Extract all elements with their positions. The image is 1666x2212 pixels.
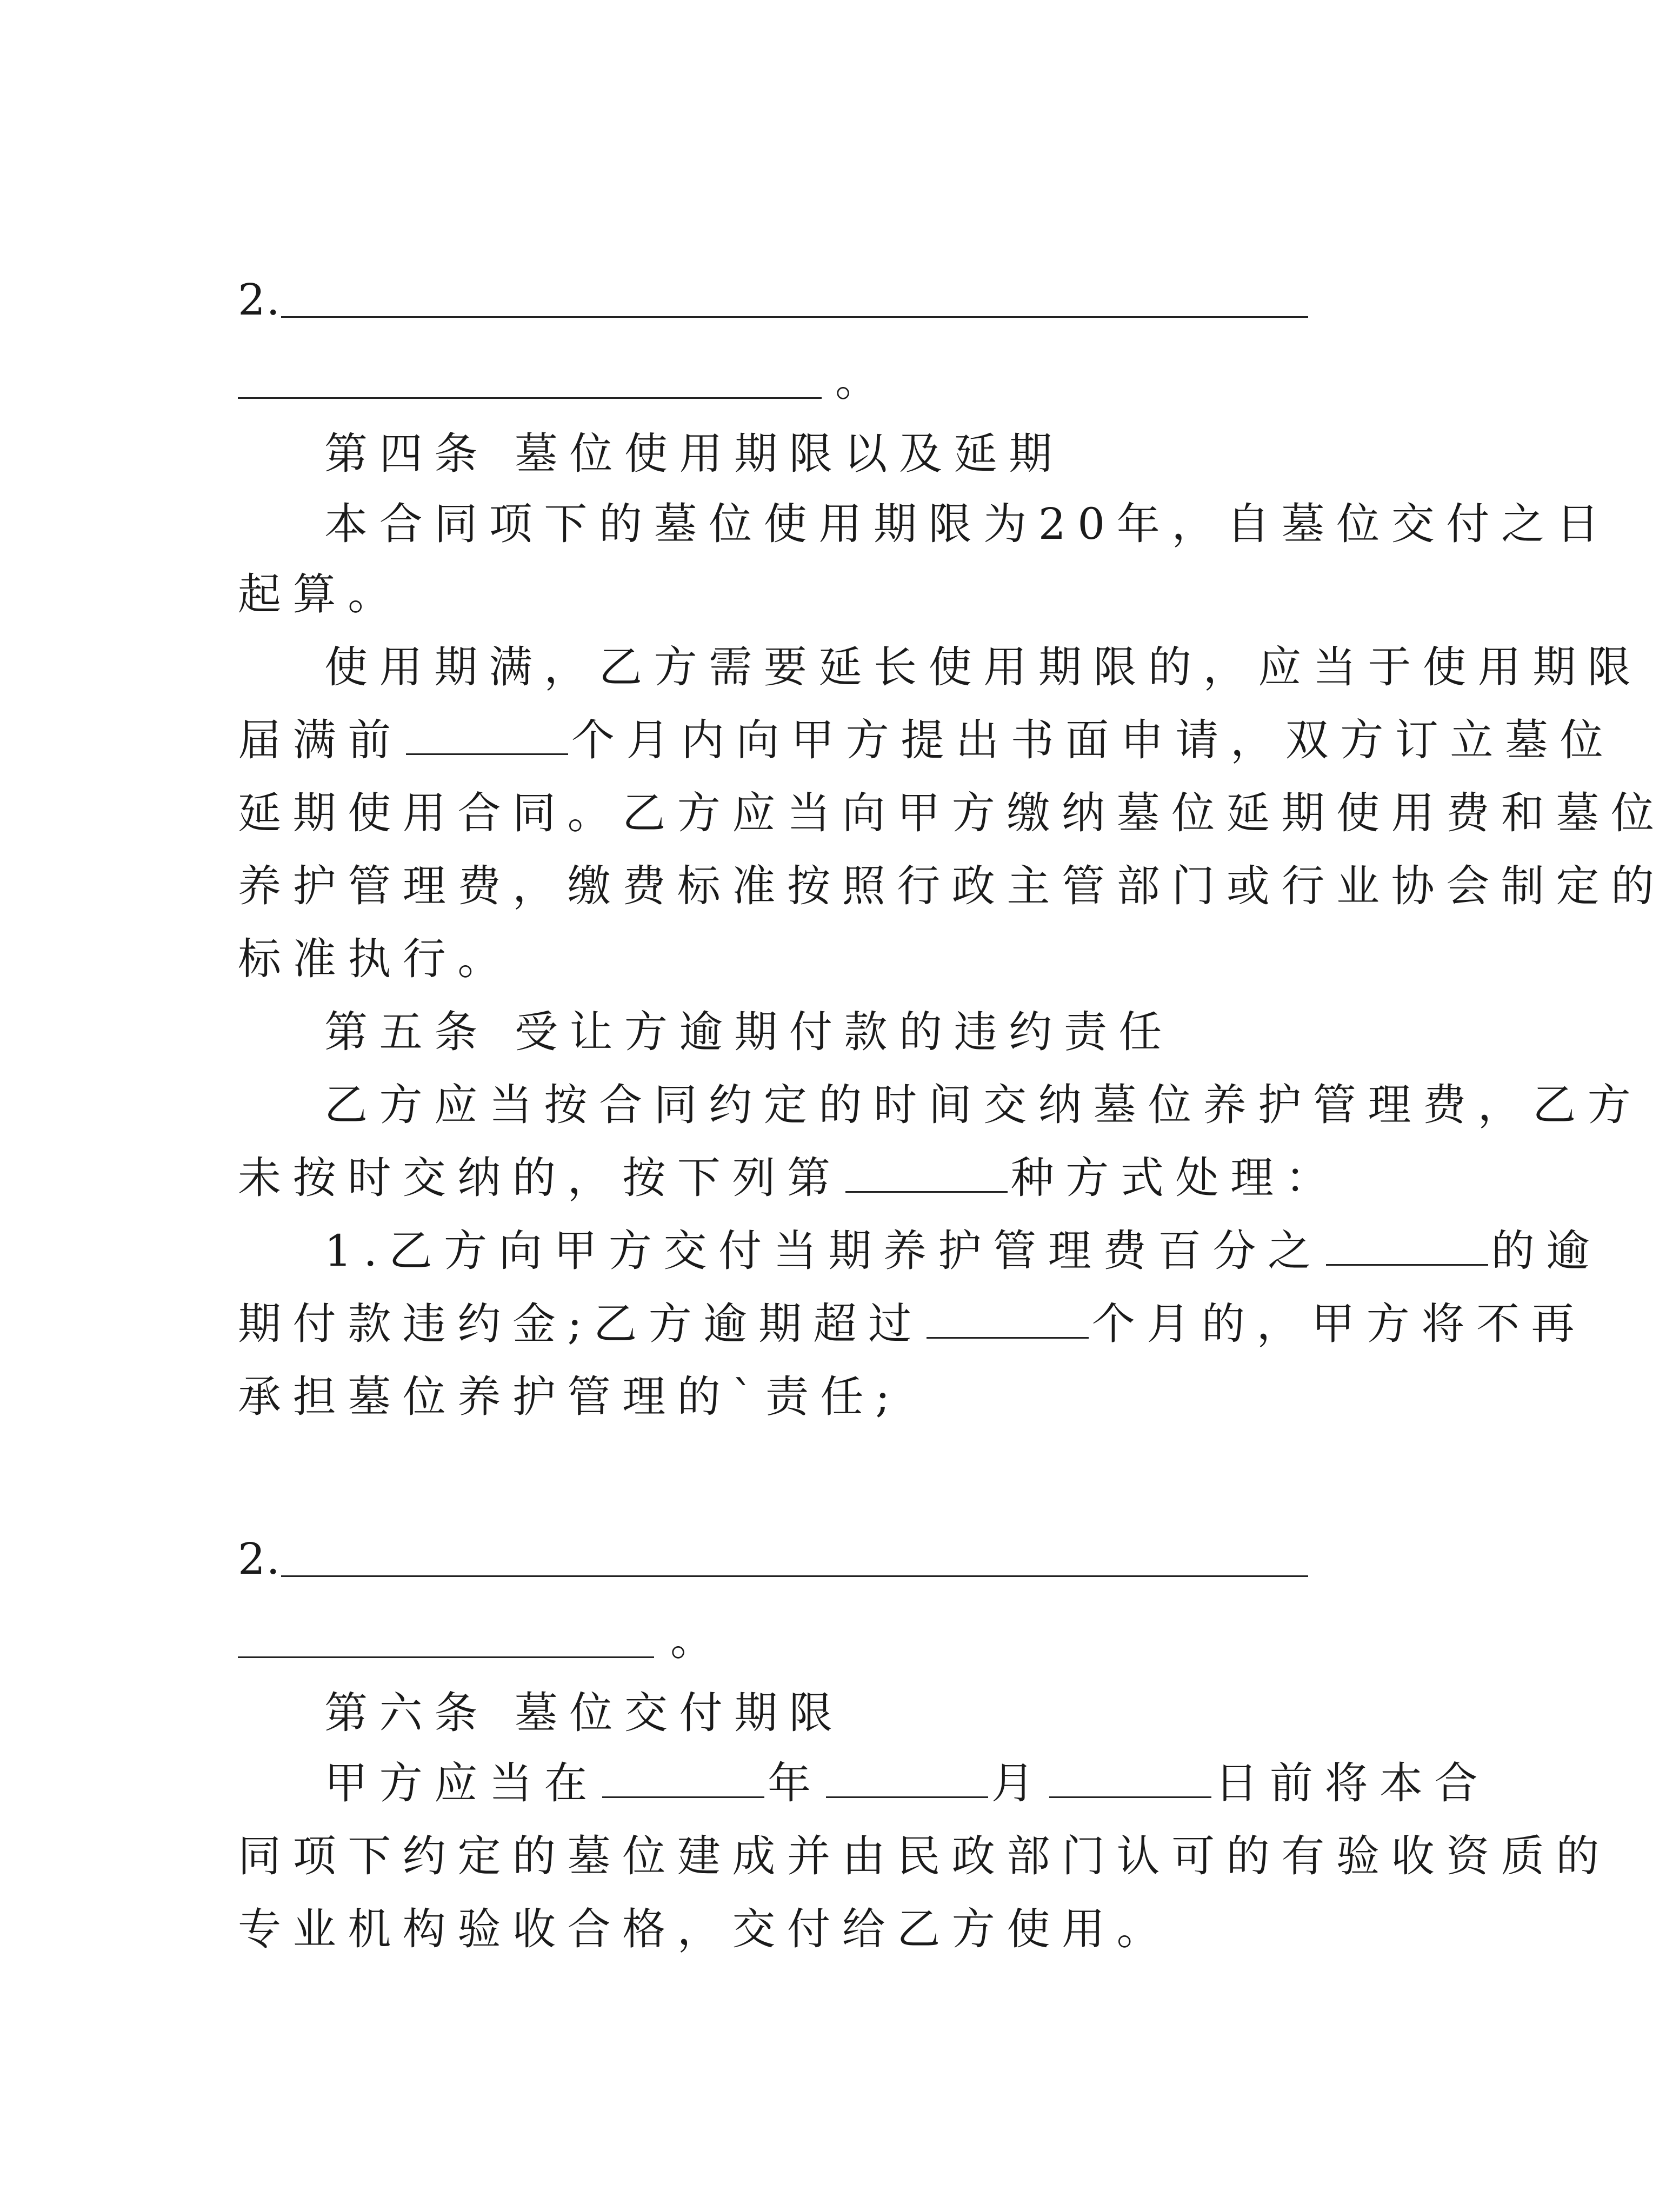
text-run: 个月的，甲方将不再 (1091, 1299, 1587, 1349)
text-run: 1.乙方向甲方交付当期养护管理费百分之 (324, 1226, 1323, 1276)
text-run: 的逾 (1491, 1226, 1601, 1276)
article-6-heading: 第六条 墓位交付期限 (324, 1688, 844, 1738)
item-number: 2. (238, 275, 281, 325)
item-2-number (238, 1532, 281, 1586)
item-number: 2. (238, 1534, 281, 1584)
blank-field-month (826, 1763, 988, 1798)
paragraph-line: 养护管理费，缴费标准按照行政主管部门或行业协会制定的 (238, 861, 1666, 911)
text-run: 未按时交纳的，按下列第 (238, 1153, 842, 1203)
end-mark (835, 354, 879, 408)
text-run: 届满前 (238, 715, 403, 765)
text-run: 期付款违约金;乙方逾期超过 (238, 1299, 923, 1349)
fill-in-line (281, 316, 1308, 318)
blank-field (845, 1158, 1008, 1193)
text-run: 甲方应当在 (324, 1758, 599, 1808)
text-run: 日前将本合 (1215, 1758, 1490, 1808)
blank-field-year (602, 1763, 764, 1798)
end-mark-text: 。 (835, 356, 879, 406)
end-mark (670, 1613, 715, 1667)
paragraph-line: 承担墓位养护管理的`责任; (238, 1372, 902, 1422)
text-run: 月 (991, 1758, 1047, 1808)
paragraph-line: 同项下约定的墓位建成并由民政部门认可的有验收资质的 (238, 1831, 1611, 1881)
fill-in-line (238, 1656, 654, 1658)
article-5-heading: 第五条 受让方逾期付款的违约责任 (324, 1007, 1174, 1057)
end-mark-text: 。 (670, 1615, 715, 1665)
article-4-heading: 第四条 墓位使用期限以及延期 (324, 429, 1064, 479)
paragraph-line (238, 713, 1615, 767)
paragraph-line (324, 1756, 1489, 1810)
paragraph-line: 专业机构验收合格，交付给乙方使用。 (238, 1904, 1172, 1954)
blank-field (1326, 1231, 1488, 1266)
paragraph-line (324, 1224, 1601, 1278)
text-run: 种方式处理： (1010, 1153, 1341, 1203)
paragraph-line (238, 1151, 1340, 1205)
blank-field-day (1049, 1763, 1211, 1798)
fill-in-line (238, 397, 822, 399)
text-run: 年 (768, 1758, 823, 1808)
blank-field (927, 1304, 1089, 1339)
item-2-number (238, 273, 281, 327)
paragraph-line: 起算。 (238, 569, 403, 619)
text-run: 个月内向甲方提出书面申请，双方订立墓位 (571, 715, 1615, 765)
paragraph-line: 延期使用合同。乙方应当向甲方缴纳墓位延期使用费和墓位 (238, 788, 1666, 838)
fill-in-line (281, 1575, 1308, 1577)
paragraph-line: 乙方应当按合同约定的时间交纳墓位养护管理费，乙方 (324, 1080, 1643, 1130)
paragraph-line: 使用期满，乙方需要延长使用期限的，应当于使用期限 (324, 642, 1643, 692)
paragraph-line: 本合同项下的墓位使用期限为20年，自墓位交付之日 (324, 499, 1611, 549)
blank-field (406, 720, 568, 755)
paragraph-line (238, 1297, 1586, 1351)
paragraph-line: 标准执行。 (238, 934, 512, 984)
